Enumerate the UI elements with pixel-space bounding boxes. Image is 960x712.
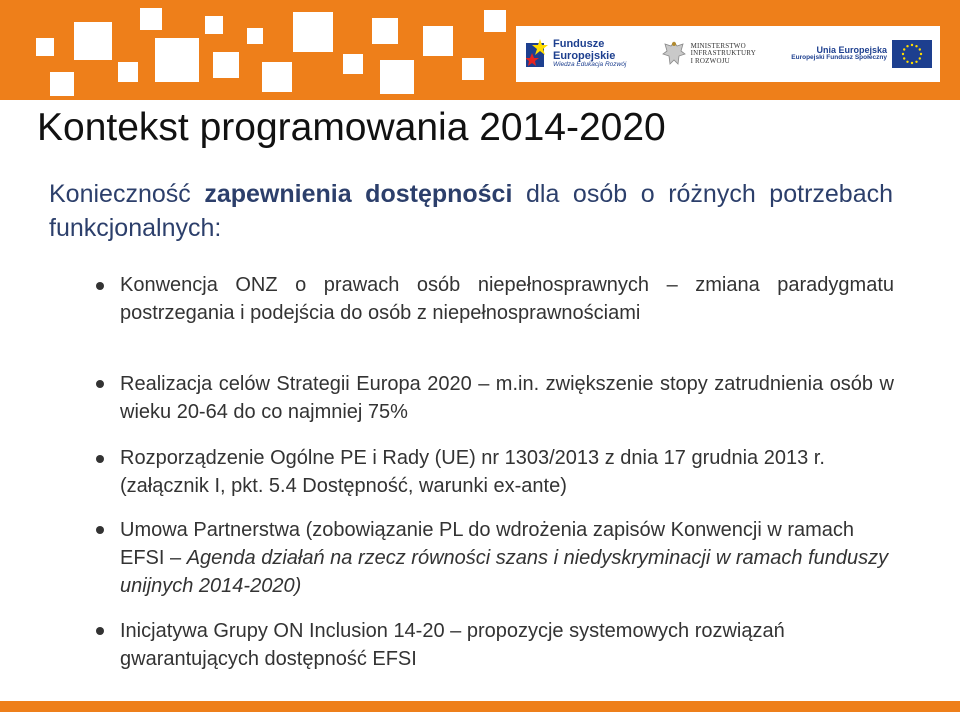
bullet-text: Rozporządzenie Ogólne PE i Rady (UE) nr 1303/2013 z dnia 17 grudnia 2013 r. (załącznik I, pkt. 5.4 Dostępność, warunki ex-ante) [120, 447, 825, 497]
fe-star-icon [526, 39, 548, 69]
decorative-square [155, 38, 199, 82]
bullet-dot [96, 455, 104, 463]
eu-line2: Europejski Fundusz Społeczny [791, 54, 887, 62]
fundusze-europejskie-logo [526, 39, 626, 69]
decorative-square [74, 22, 112, 60]
decorative-square [118, 62, 138, 82]
eu-logo [791, 40, 932, 68]
subtitle-bold: zapewnienia dostępności [204, 180, 513, 208]
list-item [120, 370, 894, 426]
eu-line1: Unia Europejska [816, 44, 887, 55]
subtitle-suffix: dla osób o różnych potrzebach funkcjonalnych: [49, 180, 894, 242]
ministry-logo [662, 39, 756, 69]
bullet-text-italic: Agenda działań na rzecz równości szans i niedyskryminacji w ramach funduszy unijnych 2014-2020) [120, 547, 889, 597]
slide-title: Kontekst programowania 2014-2020 [37, 106, 666, 149]
bullet-text: Realizacja celów Strategii Europa 2020 – m.in. zwiększenie stopy zatrudnienia osób w wieku 20-64 do co najmniej 75% [120, 373, 894, 423]
decorative-square [423, 26, 453, 56]
decorative-square [140, 8, 162, 30]
bullet-text: Konwencja ONZ o prawach osób niepełnosprawnych – zmiana paradygmatu postrzegania i podejścia do osób z niepełnosprawnościami [120, 274, 894, 324]
bullet-dot [96, 627, 104, 635]
decorative-square [372, 18, 398, 44]
ministry-line2: INFRASTRUKTURY [690, 49, 756, 58]
list-item [120, 617, 894, 673]
decorative-square [50, 72, 74, 96]
decorative-square [462, 58, 484, 80]
decorative-square [484, 10, 506, 32]
decorative-square [293, 12, 333, 52]
decorative-square [343, 54, 363, 74]
ministry-line3: I ROZWOJU [690, 56, 730, 65]
eu-flag-icon [892, 40, 932, 68]
bullet-dot [96, 282, 104, 290]
slide-subtitle [49, 177, 893, 245]
ministry-line1: MINISTERSTWO [690, 41, 746, 50]
fe-line2: Europejskie [553, 49, 616, 62]
list-item [120, 516, 894, 600]
list-item [120, 271, 894, 327]
decorative-square [380, 60, 414, 94]
bullet-dot [96, 380, 104, 388]
subtitle-prefix: Konieczność [49, 180, 205, 208]
decorative-square [262, 62, 292, 92]
decorative-square [36, 38, 54, 56]
bullet-text: Inicjatywa Grupy ON Inclusion 14-20 – propozycje systemowych rozwiązań gwarantujących dostępność EFSI [120, 620, 785, 670]
decorative-square [213, 52, 239, 78]
fe-line1: Fundusze [553, 38, 605, 51]
partner-logos [516, 26, 940, 82]
list-item [120, 444, 894, 500]
header-banner [0, 0, 960, 100]
bullet-text: Umowa Partnerstwa (zobowiązanie PL do wdrożenia zapisów Konwencji w ramach EFSI – [120, 519, 855, 569]
decorative-square [205, 16, 223, 34]
bullet-dot [96, 526, 104, 534]
footer-bar [0, 701, 960, 712]
decorative-square [247, 28, 263, 44]
eagle-emblem-icon [662, 39, 686, 69]
fe-line3: Wiedza Edukacja Rozwój [553, 61, 627, 69]
